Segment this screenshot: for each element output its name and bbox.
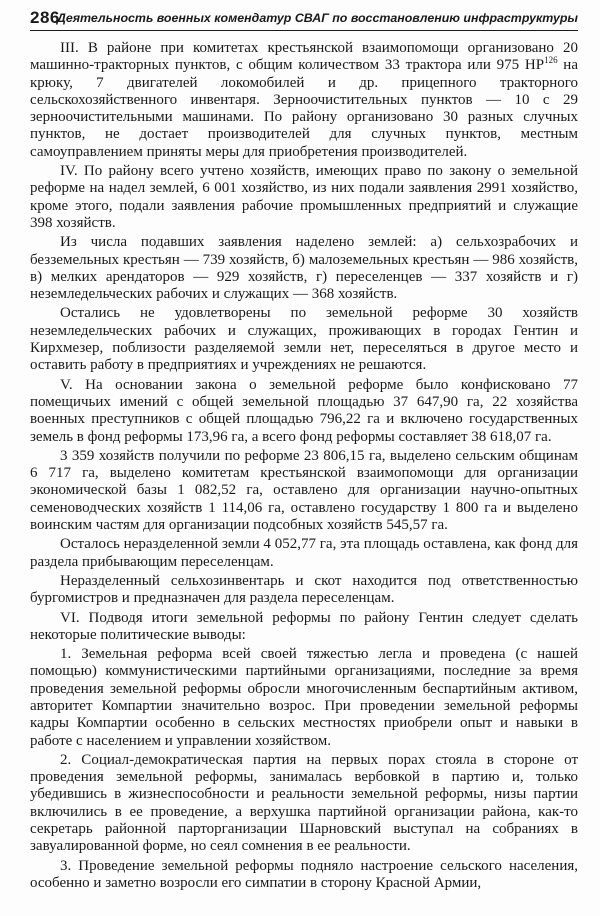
paragraph-section-6: VI. Подводя итоги земельной реформы по району Гентин следует сделать некоторые политические выводы: — [30, 609, 578, 643]
paragraph: Остались не удовлетворены по земельной реформе 30 хозяйств неземледельческих рабочих и служащих, проживающих в городах Гентин и Кирхмезер, поблизости разделяемой земли нет, переселяться в другое место и оставить работу в предприятиях и учреждениях не решаются. — [30, 305, 578, 374]
paragraph-conclusion-2: 2. Социал-демократическая партия на первых порах стояла в стороне от проведения земельной реформы, занималась вербовкой в партию и, только убедившись в жизнеспособности и реальности земельной реформы, низы партии включились в ее проведение, а верхушка партийной организации района, как-то секретарь районной парторганизации Шарновский выступал на собраниях в завуалированной форме, но сеял сомнения в ее реальности. — [30, 751, 578, 855]
paragraph-conclusion-1: 1. Земельная реформа всей своей тяжестью легла и проведена (с нашей помощью) коммунистическими партийными организациями, последние за время проведения земельной реформы обросли многочисленным беспартийным активом, авторитет Компартии значительно возрос. При проведении земельной реформы кадры Компартии особенно в сельских местностях приобрели опыт и навыки в работе с населением и управлении хозяйством. — [30, 646, 578, 749]
paragraph-section-4: IV. По району всего учтено хозяйств, имеющих право по закону о земельной реформе на надел землей, 6 001 хозяйство, из них подали заявления 2991 хозяйство, кроме этого, подали заявления рабочие промышленных предприятий и служащие 398 хозяйств. — [30, 163, 578, 231]
page-header — [30, 6, 578, 31]
paragraph-text: на крюку, 7 двигателей локомобилей и др. прицепного тракторного сельскохозяйственного инвентаря. Зерноочистительных пунктов — 10 с 29 зерноочистительными машинами. По району организовано 30 разных случных пунктов, не достает производителей для случных пунктов, местным самоуправлением приняты меры для приобретения производителей. — [30, 57, 578, 160]
paragraph-section-5: V. На основании закона о земельной реформе было конфисковано 77 помещичьих имений с общей земельной площадью 37 647,90 га, 22 хозяйства военных преступников с общей площадью 796,22 га и включено государственных земель в фонд реформы 173,96 га, а всего фонд реформы составляет 38 618,07 га. — [30, 376, 578, 445]
paragraph: Из числа подавших заявления наделено землей: а) сельхозрабочих и безземельных крестьян — 739 хозяйств, б) малоземельных крестьян — 986 хозяйств, в) мелких арендаторов — 929 хозяйств, г) переселенцев — 337 хозяйств и г) неземледельческих рабочих и служащих — 368 хозяйств. — [30, 234, 578, 303]
footnote-marker: 126 — [544, 55, 558, 66]
paragraph: Осталось неразделенной земли 4 052,77 га, эта площадь оставлена, как фонд для раздела прибывающим переселенцам. — [30, 536, 578, 570]
paragraph-section-3 — [30, 40, 578, 161]
paragraph: Неразделенный сельхозинвентарь и скот находится под ответственностью бургомистров и предназначен для раздела переселенцам. — [30, 572, 578, 607]
paragraph-conclusion-3: 3. Проведение земельной реформы подняло настроение сельского населения, особенно и заметно возросли его симпатии в сторону Красной Армии, — [30, 857, 578, 891]
paragraph-text: III. В районе при комитетах крестьянской взаимопомощи организовано 20 машинно-тракторных пунктов, с общим количеством 33 трактора или 975 НР — [30, 40, 578, 74]
body-text — [30, 40, 578, 892]
paragraph: 3 359 хозяйств получили по реформе 23 806,15 га, выделено сельским общинам 6 717 га, выделено комитетам крестьянской взаимопомощи для организации экономической базы 1 082,52 га, оставлено для организации научно-опытных семеноводческих хозяйств 1 114,06 га, оставлено государству 1 800 га и выделено воинским частям для организации подсобных хозяйств 545,57 га. — [30, 447, 578, 534]
page-number: 286 — [30, 8, 60, 27]
running-head: Деятельность военных комендатур СВАГ по восстановлению инфраструктуры — [56, 11, 578, 25]
